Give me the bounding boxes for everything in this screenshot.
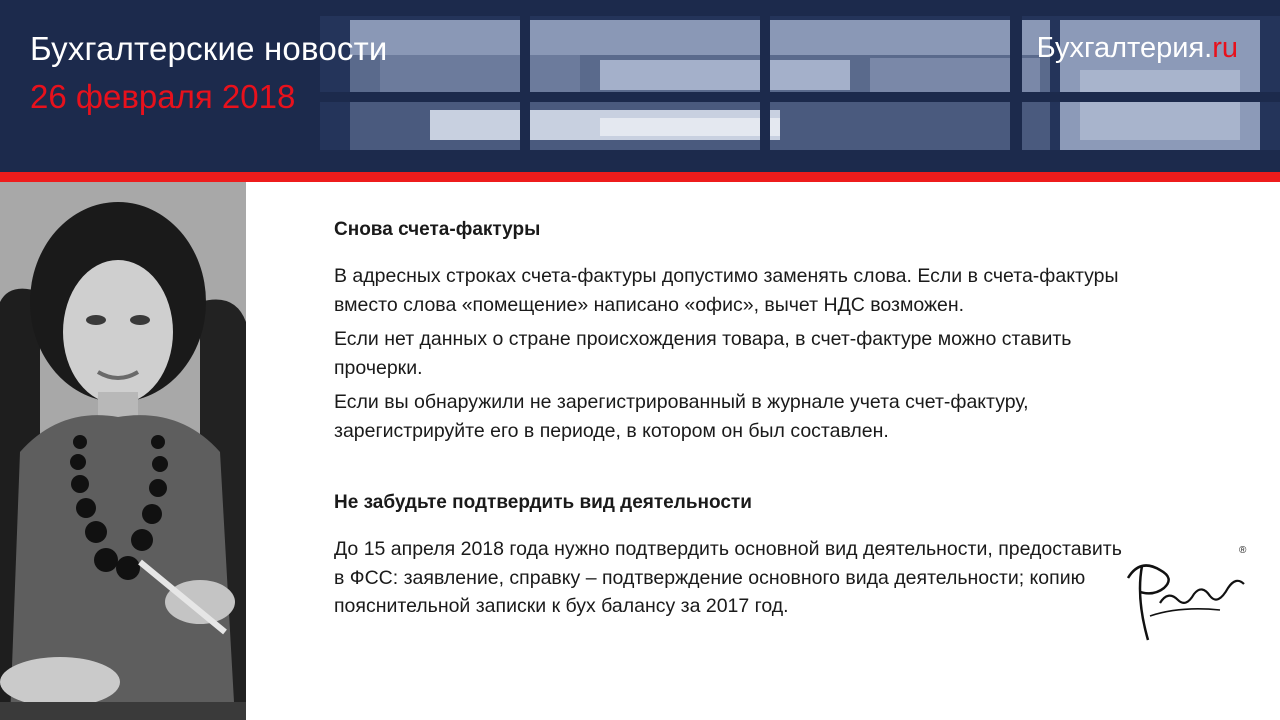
section2-paragraph: До 15 апреля 2018 года нужно подтвердить основной вид деятельности, предоставить в ФСС: заявление, справку – подтверждение основного вида деятельности; копию пояснительной записки к бух балансу за 2017 год. xyxy=(334,538,1122,617)
section1-paragraph: Если вы обнаружили не зарегистрированный в журнале учета счет-фактуру, зарегистрируйте его в периоде, в котором он был составлен. xyxy=(334,391,1029,442)
presenter-photo xyxy=(0,182,246,720)
section1-heading: Снова счета-фактуры xyxy=(334,219,541,240)
header-banner xyxy=(0,0,1280,172)
signature-logo xyxy=(1120,548,1250,648)
news-date: 26 февраля 2018 xyxy=(30,78,296,115)
section1-body xyxy=(334,262,1134,445)
registered-mark: ® xyxy=(1239,545,1247,556)
section1-paragraph: В адресных строках счета-фактуры допустимо заменять слова. Если в счета-фактуры вместо слова «помещение» написано «офис», вычет НДС возможен. xyxy=(334,265,1119,316)
brand-logo xyxy=(1037,32,1238,65)
brand-main: Бухгалтерия. xyxy=(1036,32,1213,64)
brand-accent: ru xyxy=(1212,32,1238,64)
section2-body xyxy=(334,535,1134,621)
section1-paragraph: Если нет данных о стране происхождения товара, в счет-фактуре можно ставить прочерки. xyxy=(334,328,1072,379)
red-divider xyxy=(0,172,1280,182)
news-content xyxy=(334,212,1134,627)
page-title: Бухгалтерские новости xyxy=(30,30,388,67)
section2-heading: Не забудьте подтвердить вид деятельности xyxy=(334,492,752,513)
